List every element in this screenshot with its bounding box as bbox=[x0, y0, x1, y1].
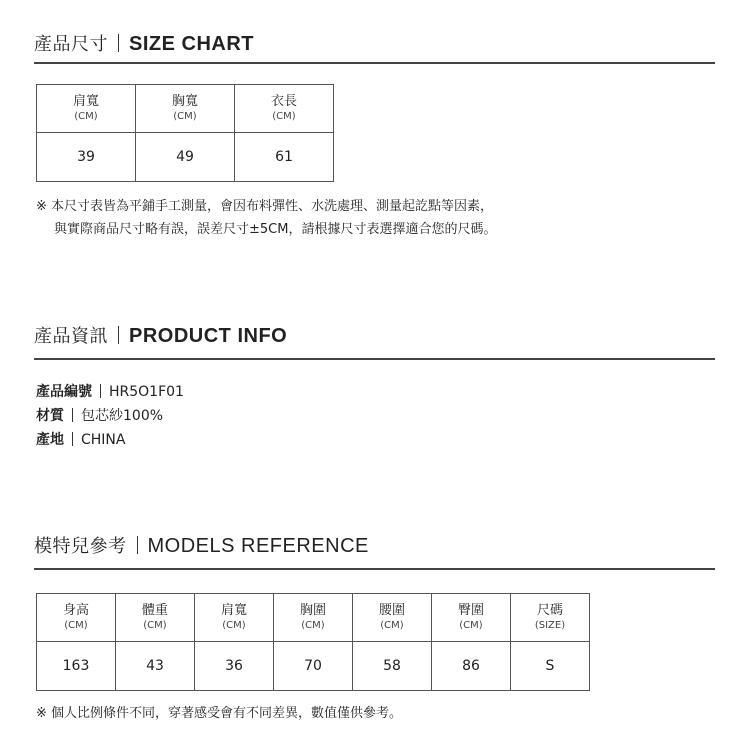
info-label: 產品編號 bbox=[36, 384, 92, 400]
size-chart-value-cell: 39 bbox=[37, 133, 136, 182]
column-unit: (CM) bbox=[459, 619, 483, 631]
models-header-cell bbox=[195, 594, 274, 642]
column-name: 衣長 bbox=[270, 93, 297, 109]
info-label: 產地 bbox=[36, 432, 64, 448]
size-chart-note bbox=[36, 195, 496, 241]
models-header-cell bbox=[511, 594, 590, 642]
column-name: 胸圍 bbox=[299, 602, 326, 618]
size-chart-rule bbox=[34, 62, 715, 64]
models-value-cell: S bbox=[511, 642, 590, 691]
models-value-cell: 43 bbox=[116, 642, 195, 691]
info-value: HR5O1F01 bbox=[109, 384, 184, 400]
models-header-cell bbox=[274, 594, 353, 642]
column-unit: (CM) bbox=[380, 619, 404, 631]
size-chart-value-cell: 61 bbox=[235, 133, 334, 182]
note-line-1: ※ 本尺寸表皆為平鋪手工測量，會因布料彈性、水洗處理、測量起訖點等因素， bbox=[36, 199, 494, 214]
models-header-cell bbox=[116, 594, 195, 642]
column-name: 臀圍 bbox=[457, 602, 484, 618]
column-name: 肩寬 bbox=[220, 602, 247, 618]
info-value: CHINA bbox=[81, 432, 126, 448]
models-reference-title-en: MODELS REFERENCE bbox=[147, 535, 369, 557]
info-divider bbox=[72, 432, 73, 446]
product-info-title bbox=[34, 322, 287, 348]
info-divider bbox=[100, 384, 101, 398]
column-unit: (CM) bbox=[272, 110, 296, 122]
size-chart-title-zh: 產品尺寸 bbox=[34, 34, 108, 55]
size-chart-title bbox=[34, 30, 254, 56]
list-item bbox=[36, 428, 184, 452]
models-header-cell bbox=[353, 594, 432, 642]
column-name: 胸寬 bbox=[171, 93, 198, 109]
column-unit: (CM) bbox=[301, 619, 325, 631]
list-item bbox=[36, 380, 184, 404]
product-info-rule bbox=[34, 358, 715, 360]
product-info-list bbox=[36, 380, 184, 452]
models-value-cell: 36 bbox=[195, 642, 274, 691]
column-unit: (CM) bbox=[143, 619, 167, 631]
size-chart-header-cell bbox=[136, 85, 235, 133]
models-note: ※ 個人比例條件不同，穿著感受會有不同差異，數值僅供參考。 bbox=[36, 706, 403, 721]
column-name: 腰圍 bbox=[378, 602, 405, 618]
models-header-cell bbox=[37, 594, 116, 642]
info-divider bbox=[72, 408, 73, 422]
models-value-cell: 163 bbox=[37, 642, 116, 691]
models-reference-title bbox=[34, 532, 369, 558]
column-name: 體重 bbox=[141, 602, 168, 618]
title-divider bbox=[137, 536, 138, 554]
column-unit: (CM) bbox=[173, 110, 197, 122]
models-header-cell bbox=[432, 594, 511, 642]
title-divider bbox=[118, 34, 119, 52]
table-header-row bbox=[37, 85, 334, 133]
column-unit: (CM) bbox=[222, 619, 246, 631]
models-value-cell: 86 bbox=[432, 642, 511, 691]
column-name: 身高 bbox=[62, 602, 89, 618]
product-info-title-zh: 產品資訊 bbox=[34, 326, 108, 347]
note-line-2: 與實際商品尺寸略有誤，誤差尺寸±5CM，請根據尺寸表選擇適合您的尺碼。 bbox=[54, 222, 497, 237]
models-value-cell: 58 bbox=[353, 642, 432, 691]
list-item bbox=[36, 404, 184, 428]
info-label: 材質 bbox=[36, 408, 64, 424]
table-row bbox=[37, 133, 334, 182]
info-value: 包芯紗100% bbox=[81, 408, 164, 424]
models-reference-table bbox=[36, 593, 590, 691]
column-name: 尺碼 bbox=[536, 602, 563, 618]
models-reference-rule bbox=[34, 568, 715, 570]
title-divider bbox=[118, 326, 119, 344]
size-chart-table bbox=[36, 84, 334, 182]
size-chart-title-en: SIZE CHART bbox=[129, 33, 254, 55]
size-chart-header-cell bbox=[235, 85, 334, 133]
models-value-cell: 70 bbox=[274, 642, 353, 691]
table-row bbox=[37, 642, 590, 691]
product-info-title-en: PRODUCT INFO bbox=[129, 325, 288, 347]
table-header-row bbox=[37, 594, 590, 642]
column-unit: (SIZE) bbox=[534, 619, 566, 631]
size-chart-value-cell: 49 bbox=[136, 133, 235, 182]
column-name: 肩寬 bbox=[72, 93, 99, 109]
size-chart-header-cell bbox=[37, 85, 136, 133]
models-reference-title-zh: 模特兒參考 bbox=[34, 536, 127, 557]
column-unit: (CM) bbox=[74, 110, 98, 122]
column-unit: (CM) bbox=[64, 619, 88, 631]
